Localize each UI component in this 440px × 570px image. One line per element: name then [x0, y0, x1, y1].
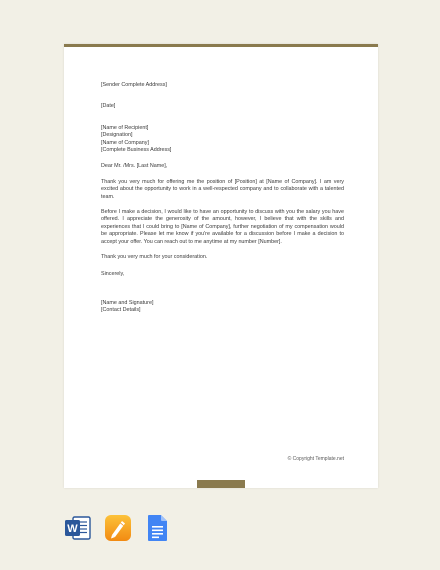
recipient-designation: [Designation] [101, 132, 133, 139]
pages-icon[interactable] [104, 514, 132, 542]
recipient-name: [Name of Recipient] [101, 124, 149, 131]
top-accent-bar [64, 44, 378, 47]
letter-date: [Date] [101, 103, 116, 110]
closing: Sincerely, [101, 270, 125, 277]
copyright-notice: © Copyright Template.net [287, 456, 344, 462]
contact-placeholder: [Contact Details] [101, 307, 141, 314]
sender-address: [Sender Complete Address] [101, 82, 167, 88]
google-docs-icon[interactable] [144, 514, 172, 542]
word-icon[interactable] [64, 514, 92, 542]
bottom-accent-tab [197, 480, 245, 488]
letter-body [101, 82, 344, 315]
signature-placeholder: [Name and Signature] [101, 299, 154, 306]
recipient-company: [Name of Company] [101, 139, 149, 146]
paragraph-3: Thank you very much for your consideration. [101, 254, 208, 261]
paragraph-1: Thank you very much for offering me the position of [Position] at [Name of Company]. I am very excited about the opportunity to work in a well-respected company and to collaborate with a talented team. [101, 178, 344, 200]
paragraph-2: Before I make a decision, I would like to have an opportunity to discuss with you the salary you have offered. I appreciate the generosity of the amount, however, I believe that with the skills and experiences that I could bring to [Name of Company], further negotiation of my compensation would be appropriate. Please let me know if you're available for a discussion before I make a decision to accept your offer. You can reach out to me anytime at my number [Number]. [101, 209, 344, 245]
letter-document [64, 44, 378, 488]
salutation: Dear Mr. /Mrs. [Last Name], [101, 163, 168, 170]
word-icon-letter: W [67, 523, 78, 535]
recipient-business-address: [Complete Business Address] [101, 147, 172, 154]
